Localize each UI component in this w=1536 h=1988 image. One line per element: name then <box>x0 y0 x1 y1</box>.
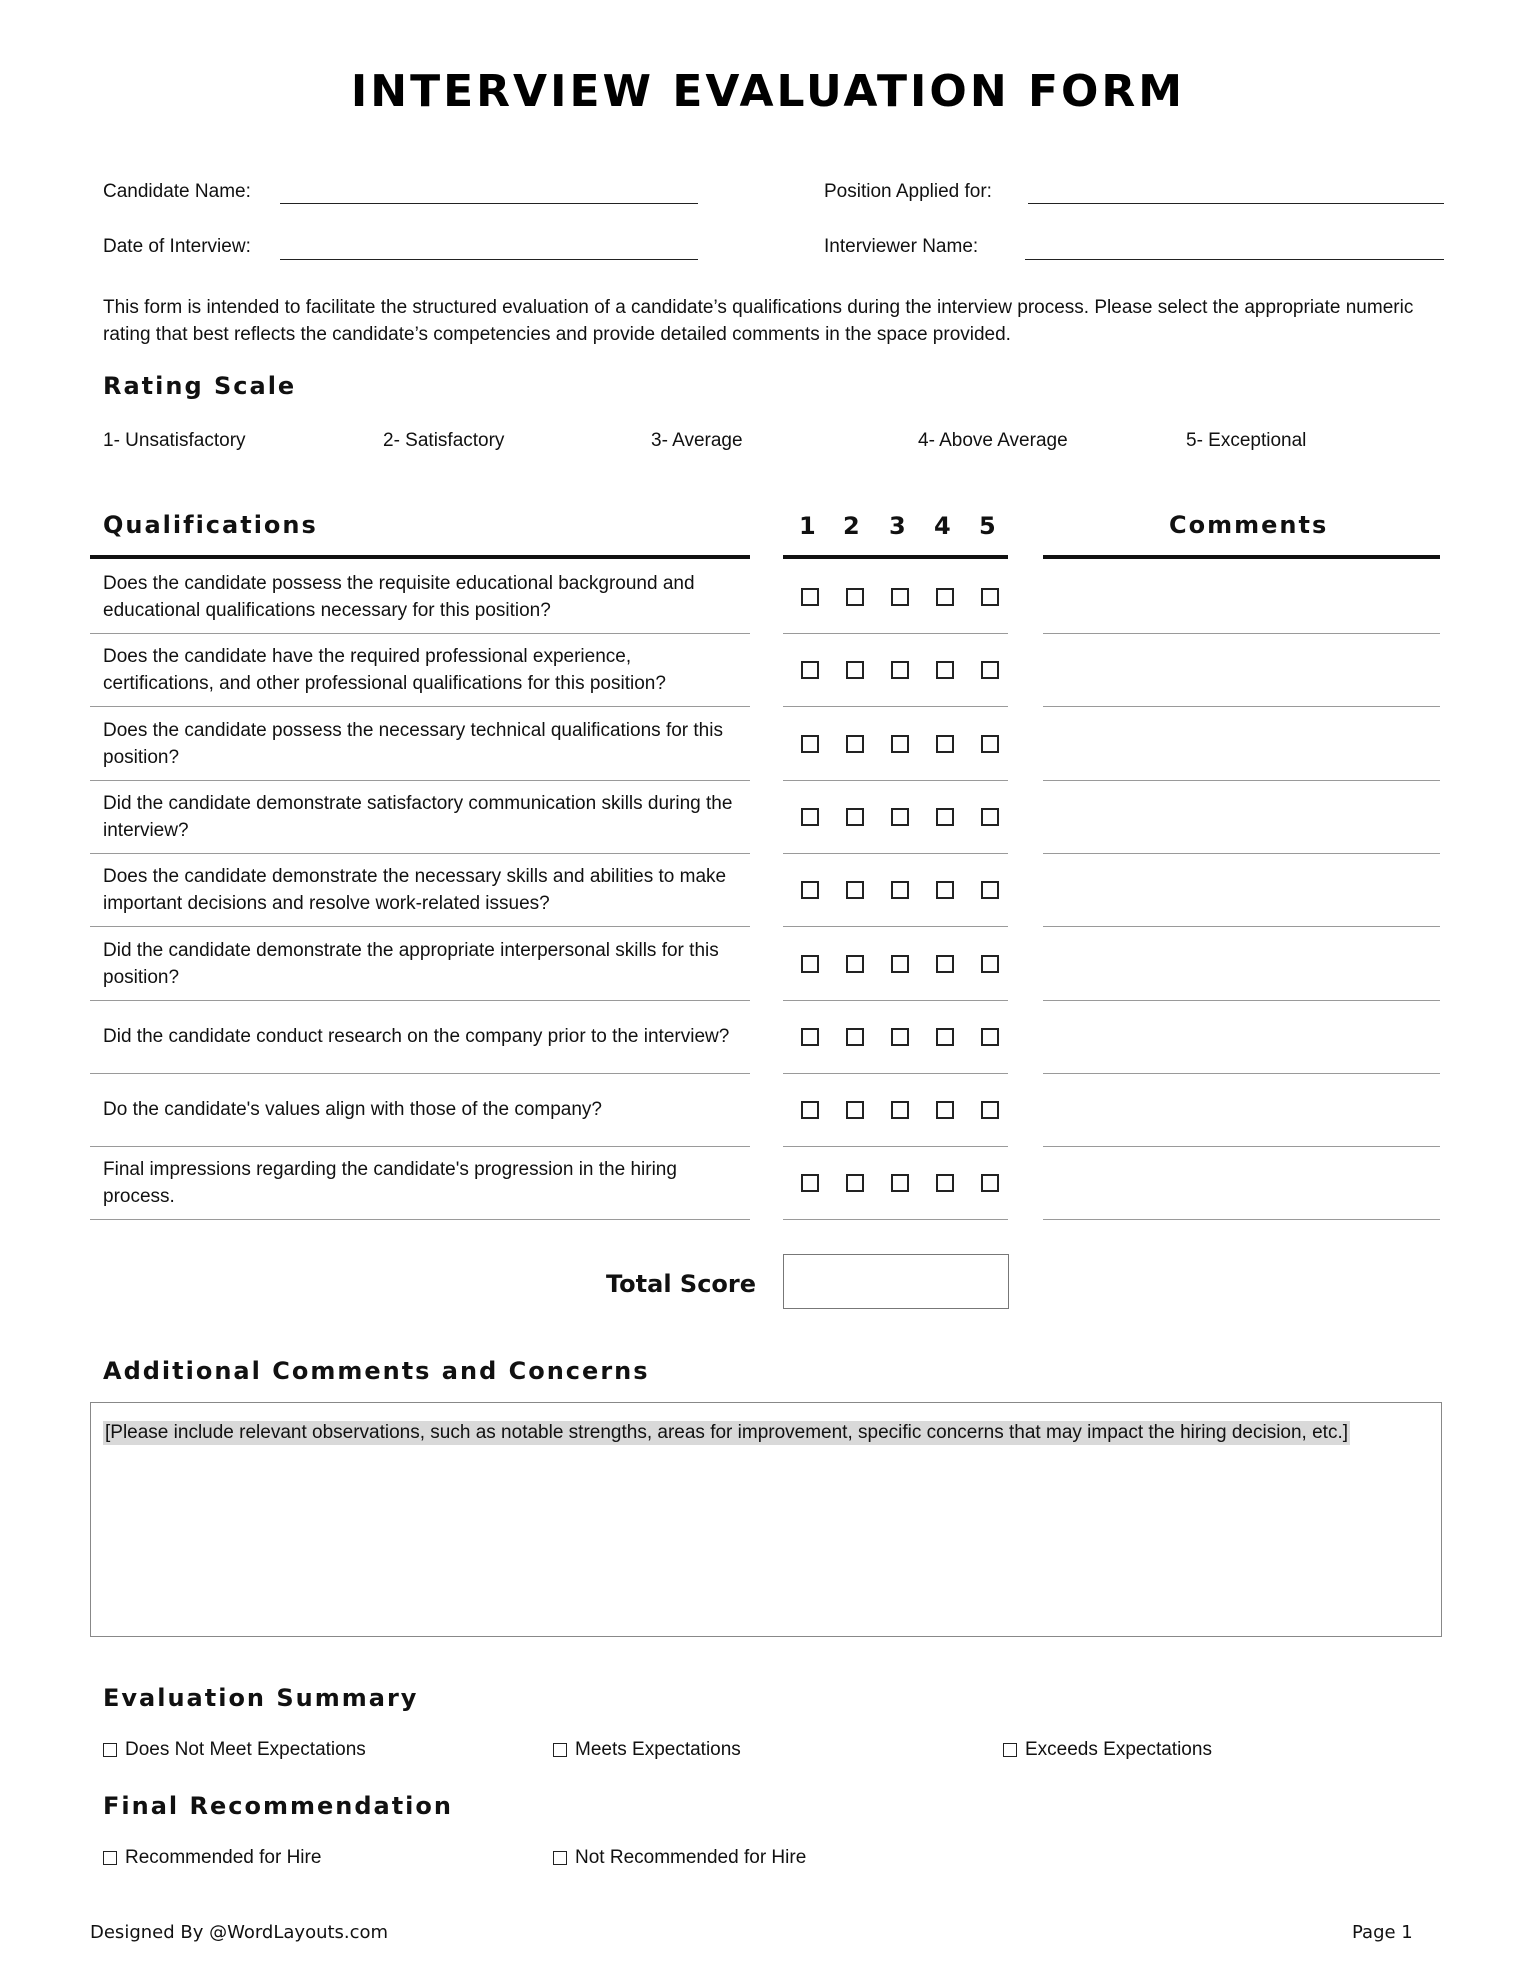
intro-paragraph: This form is intended to facilitate the structured evaluation of a candidate’s qualifications during the interview process. Please select the appropriate numeric rating that best reflects the candidate’s competencies and provide detailed comments in the space provided. <box>103 297 1414 345</box>
rating-row <box>783 560 1008 634</box>
rating-checkbox-4[interactable] <box>936 661 954 679</box>
question-row <box>90 927 750 1001</box>
option-label: Recommended for Hire <box>125 1847 322 1868</box>
rating-checkbox-2[interactable] <box>846 661 864 679</box>
interviewer-name-field[interactable] <box>1025 259 1444 260</box>
rating-checkbox-4[interactable] <box>936 588 954 606</box>
comment-field[interactable] <box>1043 853 1440 927</box>
rating-checkbox-3[interactable] <box>891 735 909 753</box>
candidate-name-label: Candidate Name: <box>103 181 251 202</box>
question-text: Did the candidate demonstrate the appropriate interpersonal skills for this position? <box>103 939 719 988</box>
rating-row <box>783 780 1008 854</box>
qualifications-header: Qualifications <box>103 511 318 539</box>
rating-checkbox-4[interactable] <box>936 881 954 899</box>
option-not-recommended[interactable] <box>553 1847 806 1869</box>
rating-checkbox-2[interactable] <box>846 808 864 826</box>
rating-row <box>783 853 1008 927</box>
rating-checkbox-5[interactable] <box>981 588 999 606</box>
question-row <box>90 1073 750 1147</box>
rating-checkbox-3[interactable] <box>891 588 909 606</box>
option-label: Exceeds Expectations <box>1025 1739 1212 1760</box>
question-text: Final impressions regarding the candidate's progression in the hiring process. <box>103 1158 677 1207</box>
rating-checkbox-5[interactable] <box>981 1174 999 1192</box>
question-text: Does the candidate possess the requisite educational background and educational qualifications necessary for this position? <box>103 572 695 621</box>
rating-checkbox-1[interactable] <box>801 661 819 679</box>
question-row <box>90 1146 750 1220</box>
rating-checkbox-5[interactable] <box>981 735 999 753</box>
evaluation-summary-heading: Evaluation Summary <box>103 1684 419 1712</box>
rating-row <box>783 707 1008 781</box>
rating-checkbox-3[interactable] <box>891 955 909 973</box>
comment-field[interactable] <box>1043 1146 1440 1220</box>
footer-designed-by: Designed By @WordLayouts.com <box>90 1922 389 1943</box>
comments-header: Comments <box>1169 511 1329 539</box>
ratings-header-rule <box>783 555 1008 559</box>
rating-checkbox-5[interactable] <box>981 808 999 826</box>
date-of-interview-field[interactable] <box>280 259 698 260</box>
option-recommended[interactable] <box>103 1847 321 1869</box>
option-label: Meets Expectations <box>575 1739 741 1760</box>
rating-checkbox-1[interactable] <box>801 1101 819 1119</box>
rating-checkbox-3[interactable] <box>891 661 909 679</box>
option-label: Not Recommended for Hire <box>575 1847 807 1868</box>
rating-checkbox-3[interactable] <box>891 1101 909 1119</box>
rating-scale-item-5: 5- Exceptional <box>1186 430 1307 451</box>
rating-checkbox-4[interactable] <box>936 1101 954 1119</box>
rating-checkbox-1[interactable] <box>801 808 819 826</box>
rating-scale-item-3: 3- Average <box>651 430 743 451</box>
rating-header-1: 1 <box>799 512 816 540</box>
rating-checkbox-4[interactable] <box>936 1028 954 1046</box>
rating-checkbox-4[interactable] <box>936 955 954 973</box>
rating-row <box>783 1073 1008 1147</box>
rating-row <box>783 927 1008 1001</box>
question-text: Does the candidate possess the necessary technical qualifications for this position? <box>103 719 723 768</box>
date-of-interview-label: Date of Interview: <box>103 236 251 257</box>
rating-checkbox-1[interactable] <box>801 881 819 899</box>
rating-checkbox-1[interactable] <box>801 1174 819 1192</box>
rating-scale-item-1: 1- Unsatisfactory <box>103 430 246 451</box>
position-applied-field[interactable] <box>1028 203 1444 204</box>
total-score-label: Total Score <box>606 1270 757 1298</box>
rating-header-3: 3 <box>889 512 906 540</box>
checkbox-icon <box>1003 1743 1017 1757</box>
comment-field[interactable] <box>1043 707 1440 781</box>
rating-checkbox-1[interactable] <box>801 1028 819 1046</box>
rating-checkbox-1[interactable] <box>801 735 819 753</box>
question-text: Does the candidate have the required professional experience, certifications, and other professional qualifications for this position? <box>103 645 666 694</box>
option-label: Does Not Meet Expectations <box>125 1739 366 1760</box>
question-row <box>90 1000 750 1074</box>
rating-checkbox-1[interactable] <box>801 588 819 606</box>
rating-checkbox-4[interactable] <box>936 1174 954 1192</box>
rating-checkbox-2[interactable] <box>846 588 864 606</box>
rating-checkbox-5[interactable] <box>981 881 999 899</box>
rating-checkbox-5[interactable] <box>981 1101 999 1119</box>
rating-checkbox-2[interactable] <box>846 881 864 899</box>
position-applied-label: Position Applied for: <box>824 181 992 202</box>
comment-field[interactable] <box>1043 780 1440 854</box>
comments-header-rule <box>1043 555 1440 559</box>
additional-comments-heading: Additional Comments and Concerns <box>103 1357 650 1385</box>
question-row <box>90 853 750 927</box>
rating-checkbox-5[interactable] <box>981 955 999 973</box>
additional-comments-textarea[interactable] <box>90 1402 1442 1637</box>
rating-scale-heading: Rating Scale <box>103 372 297 400</box>
question-row <box>90 707 750 781</box>
final-recommendation-heading: Final Recommendation <box>103 1792 453 1820</box>
option-does-not-meet[interactable] <box>103 1739 366 1761</box>
qualifications-header-rule <box>90 555 750 559</box>
rating-row <box>783 633 1008 707</box>
question-row <box>90 780 750 854</box>
rating-scale-item-4: 4- Above Average <box>918 430 1068 451</box>
question-text: Did the candidate demonstrate satisfactory communication skills during the interview? <box>103 792 733 841</box>
checkbox-icon <box>103 1743 117 1757</box>
question-text: Do the candidate's values align with those of the company? <box>103 1099 602 1120</box>
comment-field[interactable] <box>1043 1000 1440 1074</box>
rating-checkbox-4[interactable] <box>936 735 954 753</box>
rating-header-4: 4 <box>934 512 951 540</box>
rating-header-5: 5 <box>979 512 996 540</box>
comment-field[interactable] <box>1043 633 1440 707</box>
footer-page-number: Page 1 <box>1352 1922 1413 1943</box>
rating-checkbox-2[interactable] <box>846 735 864 753</box>
question-row <box>90 633 750 707</box>
rating-row <box>783 1146 1008 1220</box>
comment-field[interactable] <box>1043 1073 1440 1147</box>
checkbox-icon <box>553 1743 567 1757</box>
rating-checkbox-5[interactable] <box>981 1028 999 1046</box>
rating-checkbox-2[interactable] <box>846 1174 864 1192</box>
question-text: Does the candidate demonstrate the necessary skills and abilities to make important decisions and resolve work-related issues? <box>103 865 727 914</box>
question-text: Did the candidate conduct research on the company prior to the interview? <box>103 1026 730 1047</box>
additional-comments-placeholder: [Please include relevant observations, such as notable strengths, areas for improvement, specific concerns that may impact the hiring decision, etc.] <box>105 1422 1349 1443</box>
total-score-field[interactable] <box>783 1254 1009 1309</box>
question-row <box>90 560 750 634</box>
rating-checkbox-2[interactable] <box>846 1028 864 1046</box>
rating-checkbox-4[interactable] <box>936 808 954 826</box>
rating-checkbox-2[interactable] <box>846 1101 864 1119</box>
rating-checkbox-3[interactable] <box>891 1028 909 1046</box>
rating-checkbox-1[interactable] <box>801 955 819 973</box>
rating-checkbox-2[interactable] <box>846 955 864 973</box>
option-meets[interactable] <box>553 1739 741 1761</box>
rating-checkbox-3[interactable] <box>891 881 909 899</box>
comment-field[interactable] <box>1043 560 1440 634</box>
rating-header-2: 2 <box>843 512 860 540</box>
checkbox-icon <box>553 1851 567 1865</box>
interviewer-name-label: Interviewer Name: <box>824 236 979 257</box>
rating-checkbox-5[interactable] <box>981 661 999 679</box>
rating-checkbox-3[interactable] <box>891 1174 909 1192</box>
rating-checkbox-3[interactable] <box>891 808 909 826</box>
rating-row <box>783 1000 1008 1074</box>
candidate-name-field[interactable] <box>280 203 698 204</box>
option-exceeds[interactable] <box>1003 1739 1212 1761</box>
checkbox-icon <box>103 1851 117 1865</box>
comment-field[interactable] <box>1043 927 1440 1001</box>
rating-scale-item-2: 2- Satisfactory <box>383 430 505 451</box>
form-title: INTERVIEW EVALUATION FORM <box>350 66 1186 117</box>
